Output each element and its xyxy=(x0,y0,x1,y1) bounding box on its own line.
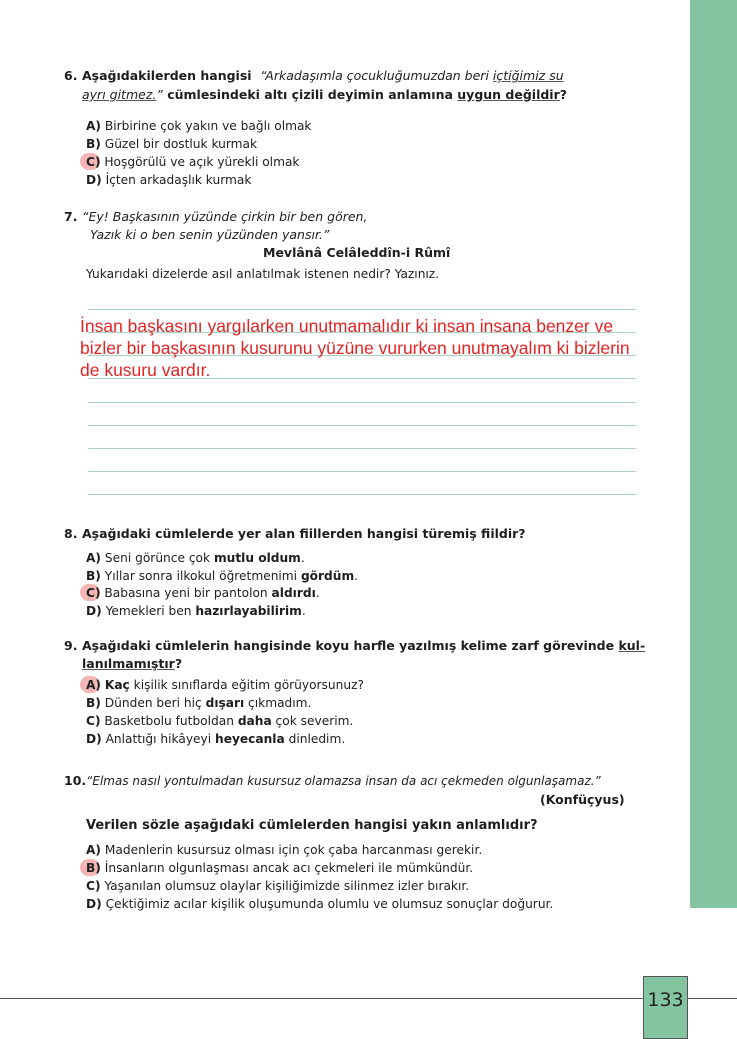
q9-option-c xyxy=(86,714,353,728)
q9-question-line1 xyxy=(64,638,645,653)
option-letter: D) xyxy=(86,732,102,746)
q10-option-d xyxy=(86,897,553,911)
text: . xyxy=(300,551,305,565)
text: . xyxy=(301,604,306,618)
q6-option-b xyxy=(86,137,257,151)
option-letter: C) xyxy=(86,586,101,600)
text: 6. xyxy=(64,68,78,83)
text: cümlesindeki altı çizili deyimin anlamına xyxy=(162,87,458,102)
text: Aşağıdakilerden hangisi xyxy=(82,68,252,83)
text: 7. xyxy=(64,209,78,224)
option-letter: B) xyxy=(86,569,101,583)
text: Madenlerin kusursuz olması için çok çaba harcanması gerekir. xyxy=(104,843,483,857)
option-letter: C) xyxy=(86,714,101,728)
bold-keyword: dışarı xyxy=(205,696,245,710)
option-letter: C) xyxy=(86,155,101,169)
q7-answer-line3: de kusuru vardır. xyxy=(80,360,211,380)
text: Birbirine çok yakın ve bağlı olmak xyxy=(104,119,312,133)
text: Babasına yeni bir pantolon xyxy=(104,586,272,600)
option-letter: B) xyxy=(86,696,101,710)
answer-line xyxy=(88,494,636,495)
q7-poem-line1 xyxy=(64,209,367,224)
text: İçten arkadaşlık kurmak xyxy=(105,173,252,187)
text: kişilik sınıflarda eğitim görüyorsunuz? xyxy=(129,678,364,692)
text: lanılmamıştır xyxy=(82,656,175,671)
option-letter: D) xyxy=(86,897,102,911)
text: kul- xyxy=(618,638,646,653)
text: çok severim. xyxy=(271,714,354,728)
text: “Arkadaşımla çocukluğumuzdan beri xyxy=(260,68,493,83)
q10-option-a xyxy=(86,843,482,857)
q9-question-line2 xyxy=(82,656,182,671)
bold-keyword: heyecanla xyxy=(215,732,285,746)
text: . xyxy=(315,586,320,600)
text: içtiğimiz su xyxy=(492,68,564,83)
text: “Ey! Başkasının yüzünde çirkin bir ben gören, xyxy=(82,209,368,224)
option-letter: A) xyxy=(86,119,102,133)
bold-keyword: mutlu oldum xyxy=(213,551,301,565)
text: ? xyxy=(559,87,568,102)
q7-poem-line2 xyxy=(90,227,329,242)
text: Yazık ki o ben senin yüzünden yansır.” xyxy=(90,227,330,242)
text: Yemekleri ben xyxy=(105,604,196,618)
answer-line xyxy=(88,402,636,403)
option-letter: D) xyxy=(86,604,102,618)
text: Aşağıdaki cümlelerin hangisinde koyu harfle yazılmış kelime zarf görevinde xyxy=(82,638,619,653)
bold-keyword: hazırlayabilirim xyxy=(195,604,302,618)
text: Hoşgörülü ve açık yürekli olmak xyxy=(104,155,300,169)
text: 8. xyxy=(64,526,78,541)
text: çıkmadım. xyxy=(244,696,312,710)
q6-stem-line2 xyxy=(82,87,567,102)
q9-option-d xyxy=(86,732,345,746)
q7-author: Mevlânâ Celâleddîn-i Rûmî xyxy=(263,245,451,260)
bold-keyword: daha xyxy=(237,714,272,728)
option-letter: A) xyxy=(86,843,102,857)
text: 10. xyxy=(64,773,87,788)
option-letter: B) xyxy=(86,861,101,875)
q7-question: Yukarıdaki dizelerde asıl anlatılmak istenen nedir? Yazınız. xyxy=(86,267,440,281)
text: Anlattığı hikâyeyi xyxy=(105,732,216,746)
text: Aşağıdaki cümlelerde yer alan fiillerden hangisi türemiş fiildir? xyxy=(82,526,526,541)
text: Basketbolu futboldan xyxy=(104,714,238,728)
q6-stem-line1 xyxy=(64,68,564,83)
q9-option-b xyxy=(86,696,311,710)
option-letter: A) xyxy=(86,551,102,565)
text: “Elmas nasıl yontulmadan kusursuz olamazsa insan da acı çekmeden olgunlaşamaz.” xyxy=(86,774,601,788)
text: Seni görünce çok xyxy=(104,551,214,565)
q8-option-a xyxy=(86,551,305,565)
answer-line xyxy=(88,309,636,310)
text: ” xyxy=(156,87,163,102)
option-letter: A) xyxy=(86,678,102,692)
q8-option-d xyxy=(86,604,306,618)
text: Çektiğimiz acılar kişilik oluşumunda olumlu ve olumsuz sonuçlar doğurur. xyxy=(105,897,554,911)
page-number: 133 xyxy=(643,976,688,1039)
footer-rule xyxy=(0,998,737,999)
text: 9. xyxy=(64,638,78,653)
option-letter: C) xyxy=(86,879,101,893)
q10-option-c xyxy=(86,879,469,893)
bold-keyword: Kaç xyxy=(104,678,130,692)
q8-question xyxy=(64,526,526,541)
bold-keyword: gördüm xyxy=(300,569,355,583)
text: ayrı gitmez. xyxy=(82,87,157,102)
option-letter: B) xyxy=(86,137,101,151)
q7-answer-line1: İnsan başkasını yargılarken unutmamalıdır ki insan insana benzer ve xyxy=(80,316,614,336)
q10-author: (Konfüçyus) xyxy=(540,792,625,807)
q9-option-a-marked xyxy=(86,678,364,692)
answer-line xyxy=(88,471,636,472)
q6-option-a xyxy=(86,119,312,133)
text: Güzel bir dostluk kurmak xyxy=(104,137,258,151)
q8-option-b xyxy=(86,569,358,583)
answer-line xyxy=(88,425,636,426)
text: Dünden beri hiç xyxy=(104,696,206,710)
q10-quote xyxy=(64,773,601,788)
q7-answer-line2: bizler bir başkasının kusurunu yüzüne vururken unutmayalım ki bizlerin xyxy=(80,338,630,358)
text: uygun değildir xyxy=(457,87,560,102)
option-letter: D) xyxy=(86,173,102,187)
text: dinledim. xyxy=(284,732,346,746)
text: Yaşanılan olumsuz olaylar kişiliğimizde silinmez izler bırakır. xyxy=(104,879,470,893)
answer-line xyxy=(88,448,636,449)
text: İnsanların olgunlaşması ancak acı çekmeleri ile mümkündür. xyxy=(104,861,474,875)
text: ? xyxy=(174,656,183,671)
text: . xyxy=(354,569,359,583)
q10-question: Verilen sözle aşağıdaki cümlelerden hangisi yakın anlamlıdır? xyxy=(86,818,538,833)
q10-option-b-marked xyxy=(86,861,473,875)
green-side-band xyxy=(690,0,737,908)
q6-option-d xyxy=(86,173,251,187)
text: Yıllar sonra ilkokul öğretmenimi xyxy=(104,569,301,583)
bold-keyword: aldırdı xyxy=(271,586,316,600)
q6-option-c-marked xyxy=(86,155,299,169)
q8-option-c-marked xyxy=(86,586,320,600)
